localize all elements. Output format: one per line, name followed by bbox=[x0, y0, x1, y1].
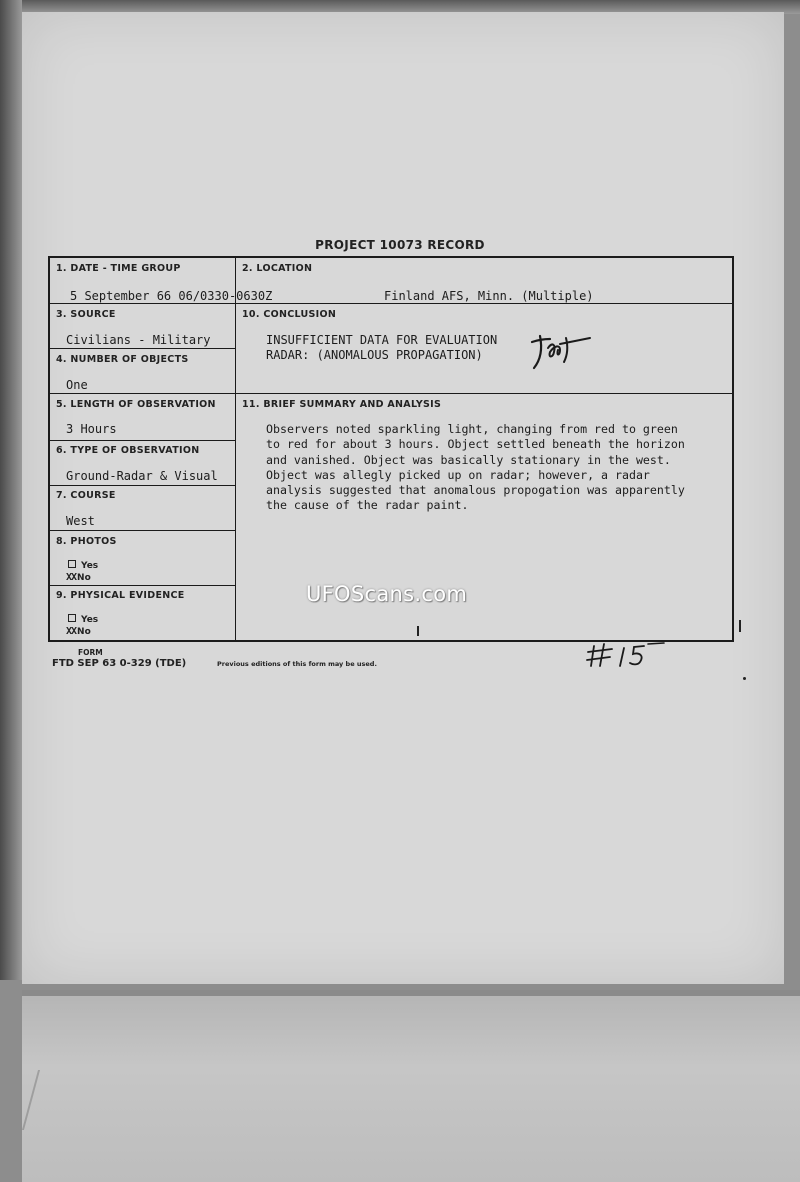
form-title: PROJECT 10073 RECORD bbox=[315, 238, 485, 252]
photos-label: 8. PHOTOS bbox=[56, 536, 117, 547]
physical-evidence-no-option bbox=[66, 626, 91, 637]
physical-evidence-yes-option bbox=[68, 614, 98, 625]
photos-yes-label: Yes bbox=[81, 561, 99, 571]
physical-evidence-no-label: No bbox=[77, 627, 91, 637]
physical-evidence-yes-label: Yes bbox=[81, 615, 99, 625]
row-divider bbox=[49, 348, 235, 349]
row-divider bbox=[49, 393, 733, 394]
location-label: 2. LOCATION bbox=[242, 263, 313, 274]
length-of-observation-label: 5. LENGTH OF OBSERVATION bbox=[56, 399, 216, 410]
row-divider bbox=[49, 303, 733, 304]
stray-mark bbox=[417, 626, 419, 636]
photos-no-option bbox=[66, 572, 91, 583]
footer-note: Previous editions of this form may be used. bbox=[217, 660, 377, 668]
type-of-observation-label: 6. TYPE OF OBSERVATION bbox=[56, 445, 200, 456]
photos-yes-option bbox=[68, 560, 98, 571]
conclusion-label: 10. CONCLUSION bbox=[242, 309, 337, 320]
type-of-observation-value: Ground-Radar & Visual bbox=[66, 469, 218, 483]
photos-no-label: No bbox=[77, 573, 91, 583]
date-time-group-label: 1. DATE - TIME GROUP bbox=[56, 263, 181, 274]
course-label: 7. COURSE bbox=[56, 490, 116, 501]
row-divider bbox=[49, 530, 235, 531]
handwritten-initials bbox=[526, 330, 596, 372]
photos-no-mark: XX bbox=[66, 572, 77, 583]
handwritten-number bbox=[586, 640, 676, 670]
watermark: UFOScans.com bbox=[306, 582, 468, 606]
conclusion-line-2: RADAR: (ANOMALOUS PROPAGATION) bbox=[266, 348, 483, 362]
row-divider bbox=[49, 440, 235, 441]
scan-left-edge bbox=[0, 0, 22, 980]
location-value: Finland AFS, Minn. (Multiple) bbox=[384, 289, 594, 303]
underlying-sheet bbox=[22, 990, 800, 1182]
brief-summary-text: Observers noted sparkling light, changing from red to green to red for about 3 hours. Object settled beneath the horizon and vanished. Object was basically stationary in the west. Object was allegly picked up on radar; however, a radar analysis suggested that anomalous propogation was apparently the cause of the radar paint. bbox=[266, 422, 685, 513]
source-value: Civilians - Military bbox=[66, 333, 211, 347]
number-of-objects-label: 4. NUMBER OF OBJECTS bbox=[56, 354, 189, 365]
physical-evidence-label: 9. PHYSICAL EVIDENCE bbox=[56, 590, 185, 601]
checkbox-empty-icon bbox=[68, 614, 76, 622]
column-divider bbox=[235, 257, 236, 641]
footer-form-id: FTD SEP 63 0-329 (TDE) bbox=[52, 658, 187, 669]
conclusion-line-1: INSUFFICIENT DATA FOR EVALUATION bbox=[266, 333, 498, 347]
length-of-observation-value: 3 Hours bbox=[66, 422, 117, 436]
number-of-objects-value: One bbox=[66, 378, 88, 392]
row-divider bbox=[49, 585, 235, 586]
brief-summary-label: 11. BRIEF SUMMARY AND ANALYSIS bbox=[242, 399, 442, 410]
footer-form-label: FORM bbox=[78, 648, 103, 657]
checkbox-empty-icon bbox=[68, 560, 76, 568]
row-divider bbox=[49, 485, 235, 486]
stray-mark bbox=[739, 620, 741, 632]
physical-evidence-no-mark: XX bbox=[66, 626, 77, 637]
source-label: 3. SOURCE bbox=[56, 309, 116, 320]
course-value: West bbox=[66, 514, 95, 528]
date-time-group-value: 5 September 66 06/0330-0630Z bbox=[70, 289, 273, 303]
stray-mark bbox=[743, 677, 746, 680]
